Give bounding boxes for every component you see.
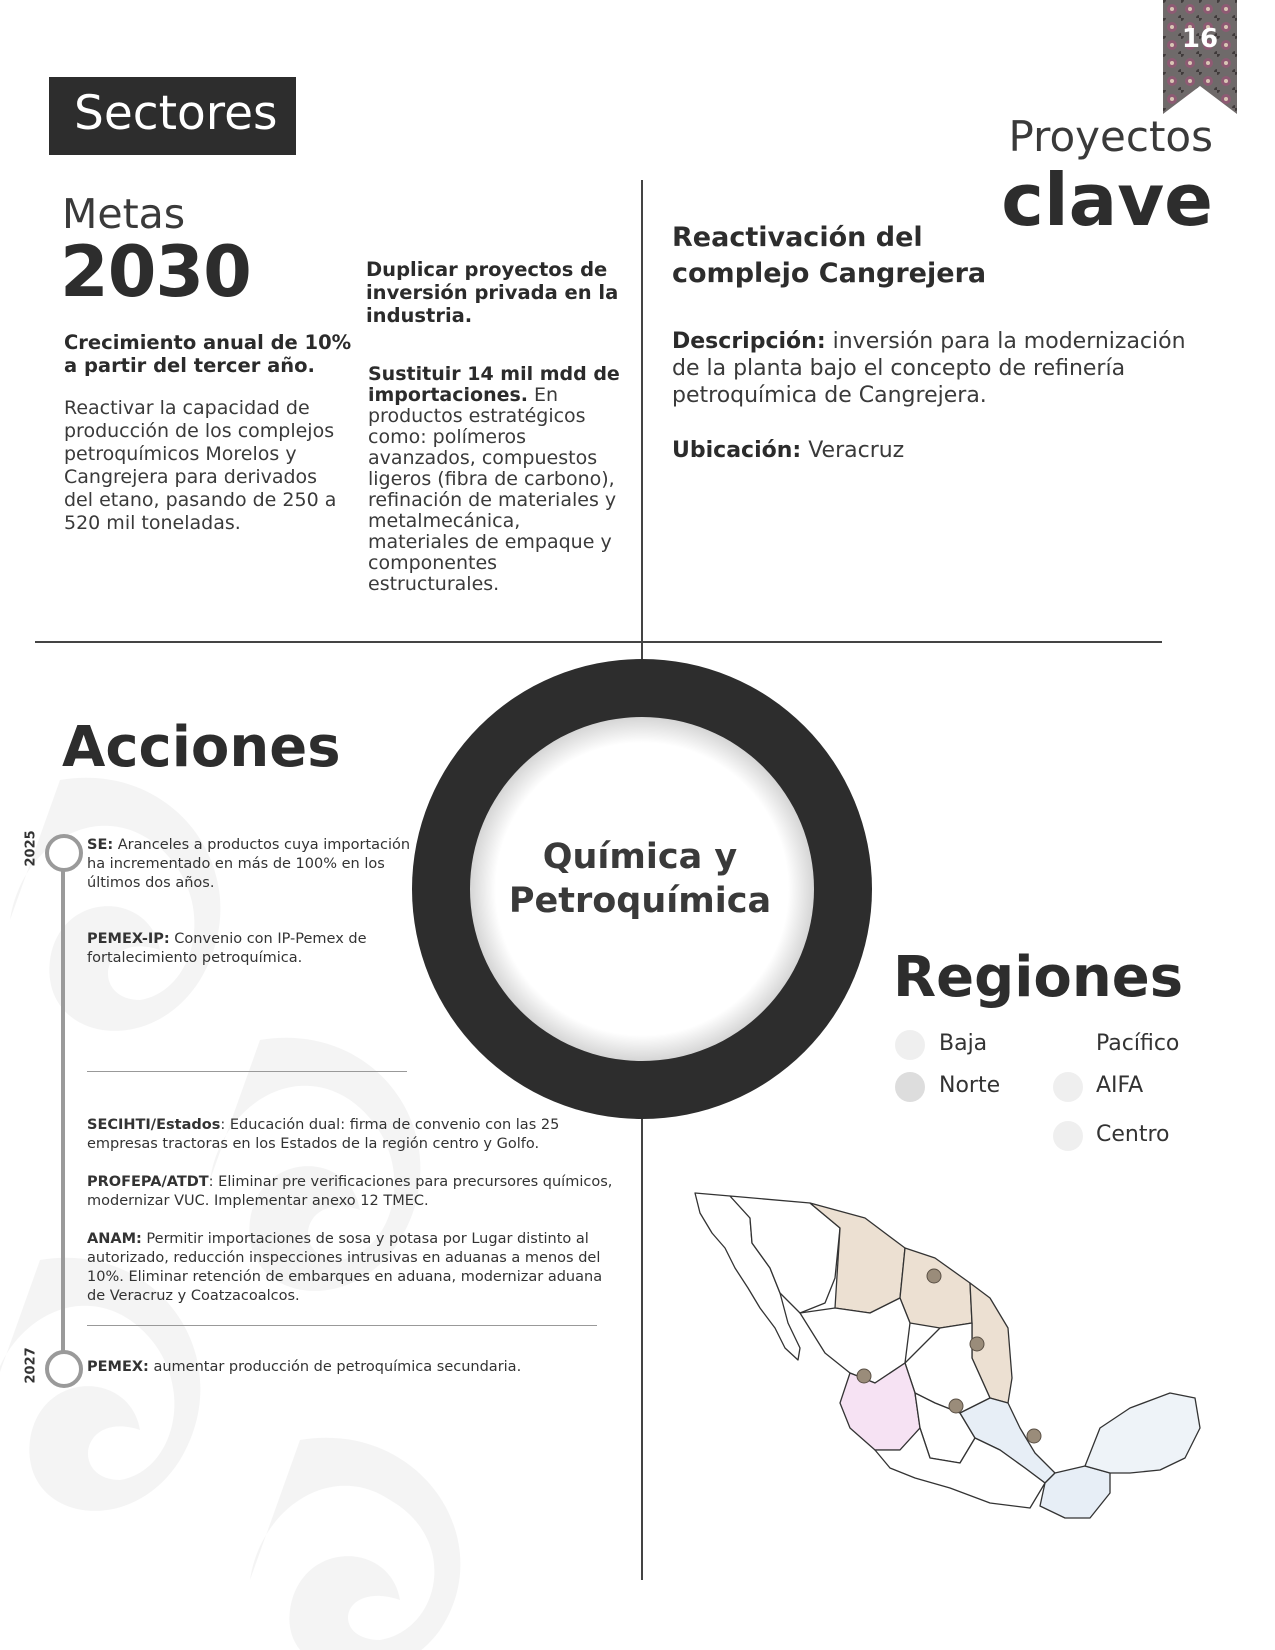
project-title: Reactivación del complejo Cangrejera xyxy=(672,222,987,289)
timeline-end-marker xyxy=(45,1350,83,1388)
sector-name-line2: Petroquímica xyxy=(508,881,772,921)
sector-name-line1: Química y xyxy=(542,837,738,877)
action-agency: SE: xyxy=(87,837,114,853)
action-agency: ANAM: xyxy=(87,1231,142,1247)
horizontal-divider xyxy=(35,641,1162,643)
action-text: : Eliminar pre verificaciones para precursores químicos, modernizar VUC. Implementar anexo 12 TMEC. xyxy=(87,1174,613,1209)
action-agency: PEMEX-IP: xyxy=(87,931,170,947)
action-item xyxy=(87,1173,617,1211)
project-description xyxy=(672,328,1202,409)
action-text: : Educación dual: firma de convenio con las 25 empresas tractoras en los Estados de la región centro y Golfo. xyxy=(87,1117,560,1152)
action-item xyxy=(87,1230,607,1306)
action-item xyxy=(87,930,417,968)
action-text: Convenio con IP-Pemex de fortalecimiento petroquímica. xyxy=(87,931,367,966)
sector-header: Sectores xyxy=(74,86,278,141)
action-divider xyxy=(87,1071,407,1072)
action-text: Aranceles a productos cuya importación ha incrementado en más de 100% en los últimos dos años. xyxy=(87,837,411,891)
action-agency: PROFEPA/ATDT xyxy=(87,1174,209,1190)
region-dot-norte xyxy=(895,1072,925,1102)
region-label-pacifico: Pacífico xyxy=(1096,1031,1180,1056)
action-item xyxy=(87,1358,607,1377)
description-label: Descripción: xyxy=(672,329,826,354)
region-label-norte: Norte xyxy=(939,1073,1001,1098)
action-text: Permitir importaciones de sosa y potasa por Lugar distinto al autorizado, reducción inspecciones intrusivas en aduanas a menos del 10%. Eliminar retención de embarques en aduana, modernizar aduana de Veracruz y Coatzacoalcos. xyxy=(87,1231,603,1304)
metas-label: Metas xyxy=(62,190,186,238)
page-bookmark-icon xyxy=(1163,0,1237,114)
regiones-title: Regiones xyxy=(893,945,1184,1010)
goal-growth-body: Reactivar la capacidad de producción de los complejos petroquímicos Morelos y Cangrejera para derivados del etano, pasando de 250 a 520 mil toneladas. xyxy=(64,397,337,534)
action-agency: SECIHTI/Estados xyxy=(87,1117,221,1133)
vertical-divider-bottom xyxy=(641,1115,643,1580)
action-divider xyxy=(87,1325,597,1326)
acciones-title: Acciones xyxy=(62,715,341,780)
goal-growth-heading: Crecimiento anual de 10% a partir del tercer año. xyxy=(64,331,352,377)
action-agency: PEMEX: xyxy=(87,1359,149,1375)
goal-imports-body: En productos estratégicos como: polímeros avanzados, compuestos ligeros (fibra de carbono), refinación de materiales y metalmecánica, materiales de empaque y componentes estructurales. xyxy=(368,384,617,595)
region-dot-aifa xyxy=(1053,1072,1083,1102)
page-number: 16 xyxy=(1181,24,1219,54)
description-text: inversión para la modernización de la planta bajo el concepto de refinería petroquímica de Cangrejera. xyxy=(672,329,1186,408)
goal-imports xyxy=(368,364,623,595)
project-location xyxy=(672,437,1172,464)
timeline-start-marker xyxy=(45,834,83,872)
vertical-divider-top xyxy=(641,180,643,670)
mexico-map xyxy=(690,1188,1230,1528)
timeline-line xyxy=(61,852,65,1354)
sector-name xyxy=(500,835,780,923)
region-label-centro: Centro xyxy=(1096,1122,1170,1147)
location-label: Ubicación: xyxy=(672,438,802,463)
clave-title: clave xyxy=(1001,158,1213,242)
proyectos-title: Proyectos xyxy=(1008,112,1213,161)
goal-investment-heading: Duplicar proyectos de inversión privada en la industria. xyxy=(366,258,619,327)
year-start-label: 2025 xyxy=(23,830,39,867)
year-end-label: 2027 xyxy=(23,1347,39,1384)
goal-imports-heading: Sustituir 14 mil mdd de importaciones. xyxy=(368,363,620,406)
action-text: aumentar producción de petroquímica secundaria. xyxy=(148,1359,522,1375)
region-label-aifa: AIFA xyxy=(1096,1073,1144,1098)
region-dot-centro xyxy=(1053,1121,1083,1151)
metas-year: 2030 xyxy=(60,231,251,313)
action-item xyxy=(87,1116,607,1154)
region-label-baja: Baja xyxy=(939,1031,988,1056)
action-item xyxy=(87,836,417,893)
region-dot-baja xyxy=(895,1030,925,1060)
location-text: Veracruz xyxy=(801,438,905,463)
